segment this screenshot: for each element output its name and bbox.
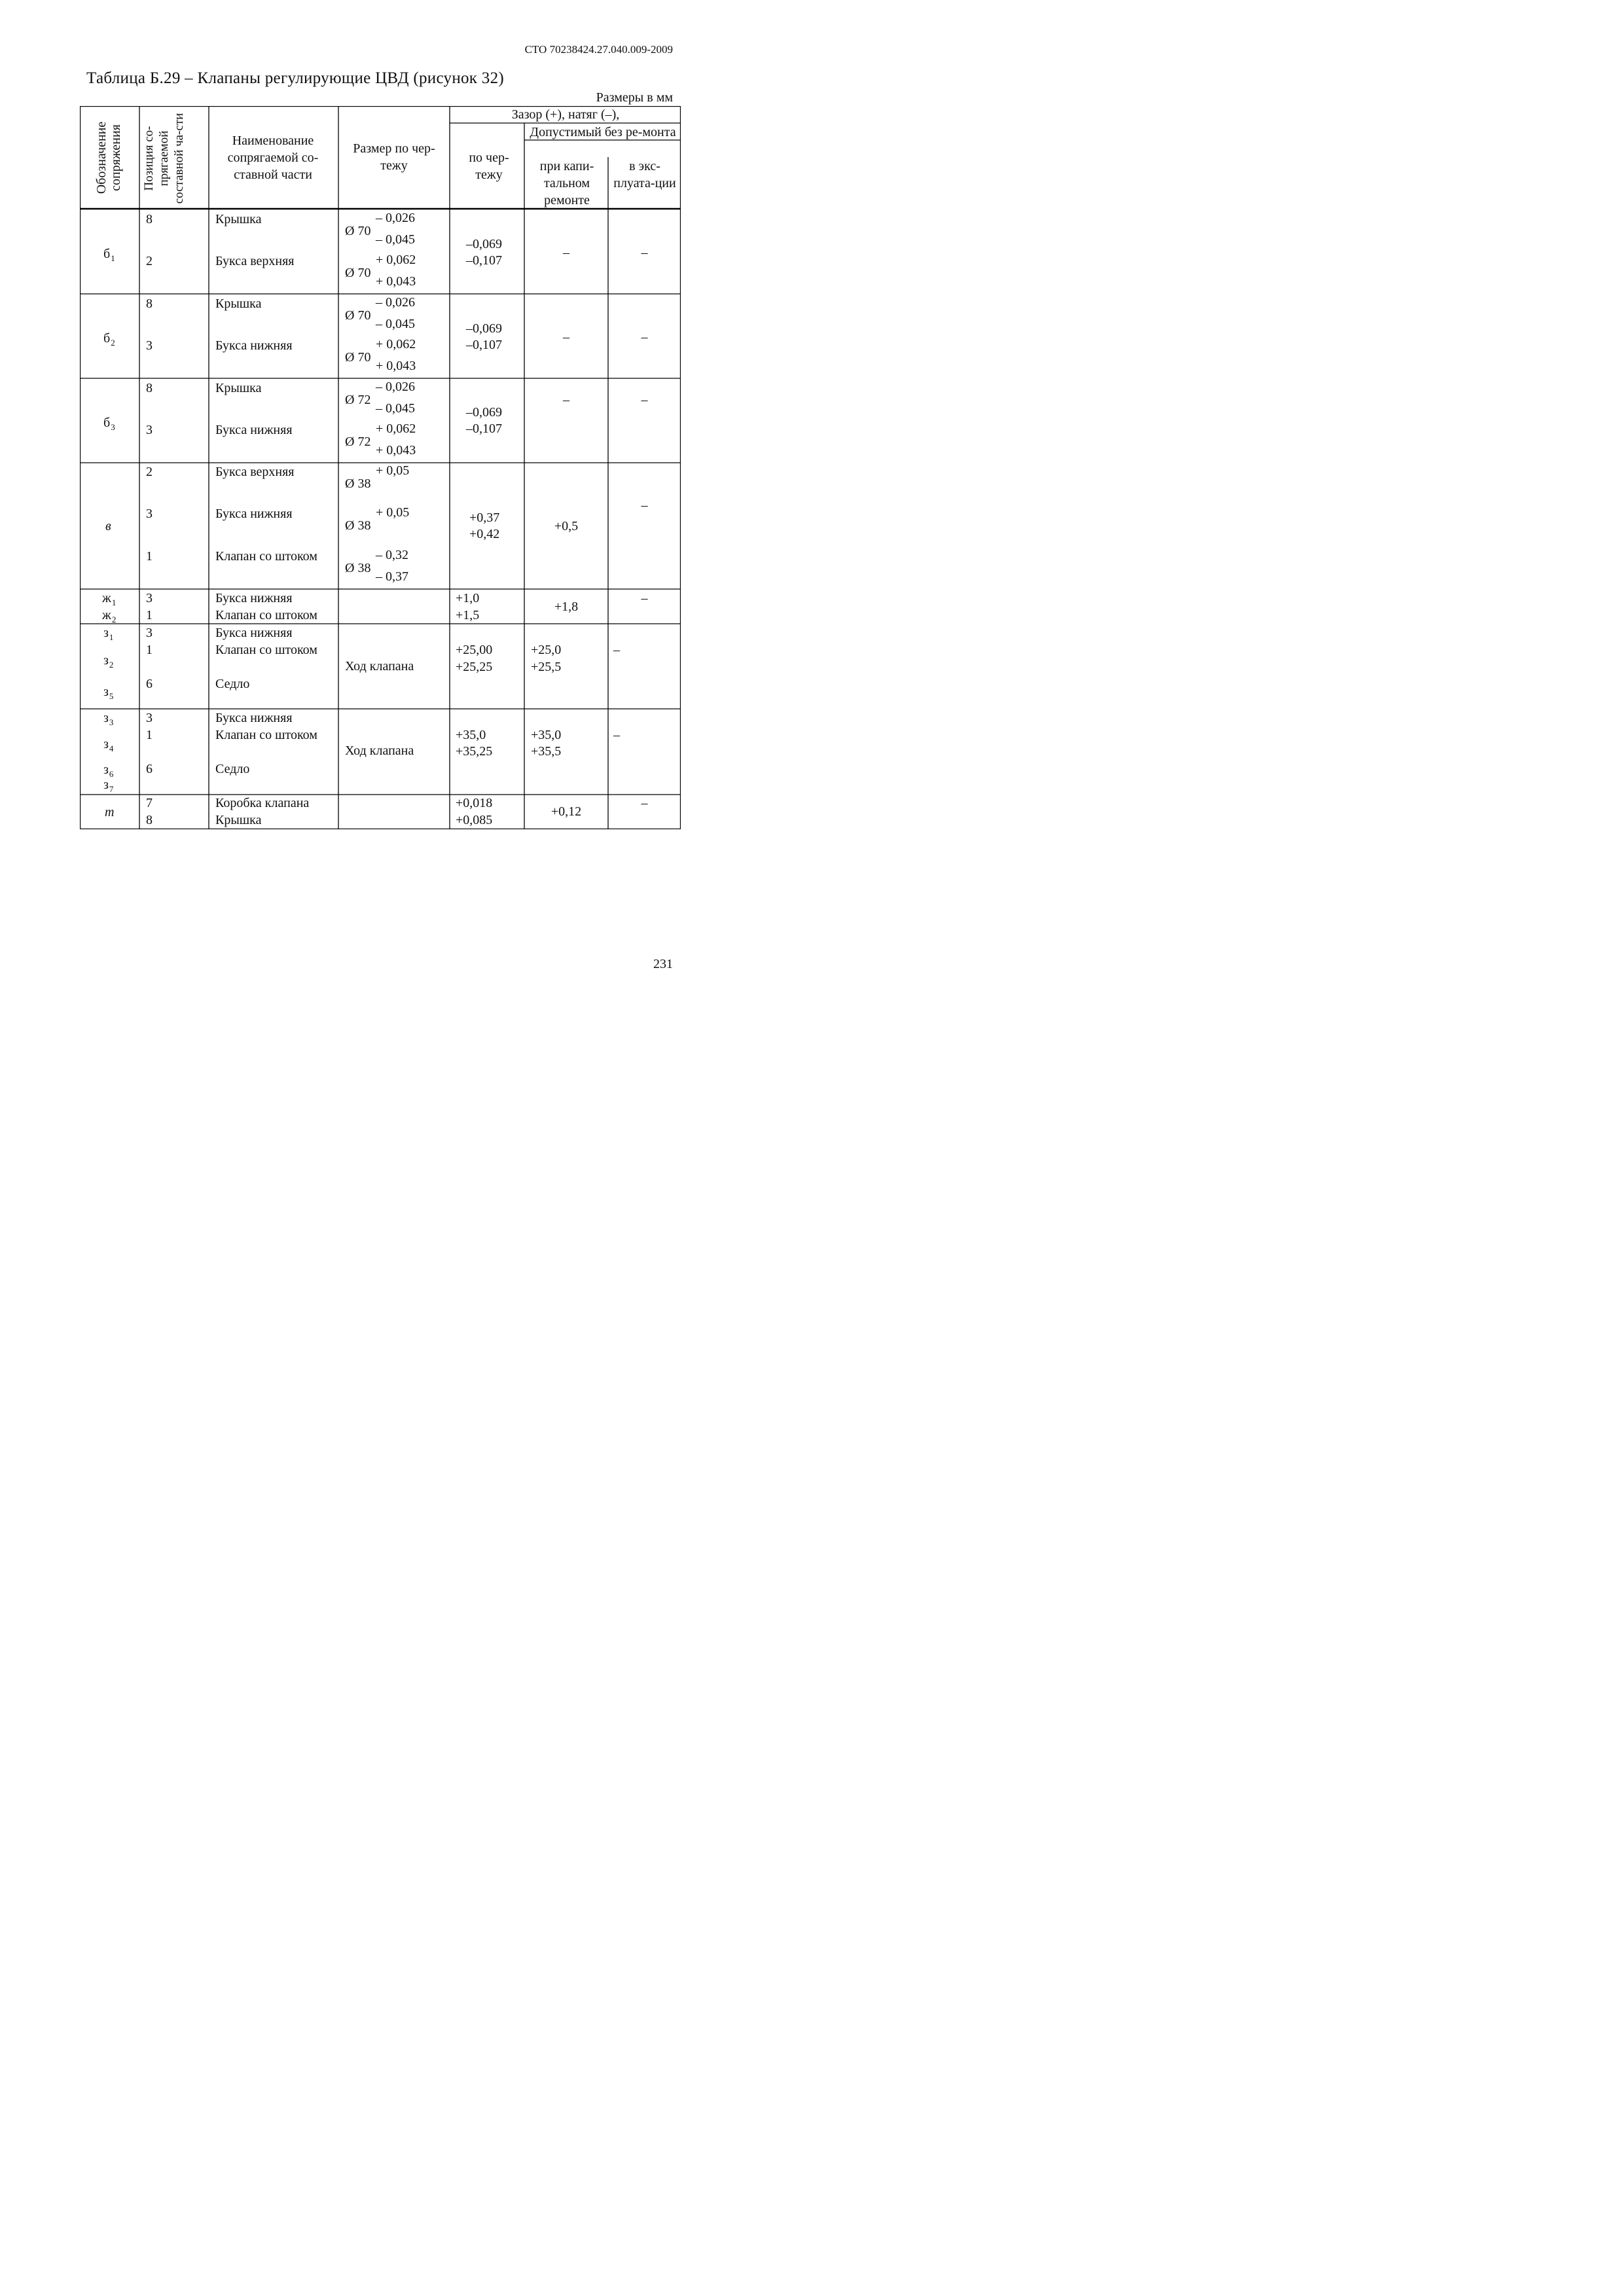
dimension-tolerance: Ø 72 + 0,062 + 0,043 — [345, 422, 416, 457]
operation-cell: – — [641, 393, 648, 407]
page-number: 231 — [653, 957, 673, 971]
dimension-tolerance: Ø 38 + 0,05 — [345, 463, 410, 491]
operation-cell: – — [613, 728, 620, 742]
col-header-name: Наименование сопрягаемой со-ставной части — [227, 134, 319, 182]
dimension-tolerance: Ø 70 – 0,026 – 0,045 — [345, 295, 415, 331]
designation-cell: т — [105, 805, 115, 819]
designation-cell: $б_2$ — [103, 331, 115, 348]
part-name-cell: Крышка — [215, 296, 262, 311]
operation-cell: – — [641, 796, 648, 810]
part-name-cell: Крышка — [215, 813, 262, 827]
designation-cell: $з_5$ — [103, 685, 114, 701]
gap-by-drawing: –0,107 — [466, 338, 502, 352]
col-header-by-drawing: по чер-тежу — [469, 151, 509, 182]
part-name-cell: Букса нижняя — [215, 591, 293, 605]
position-cell: 3 — [146, 591, 153, 605]
part-name-cell: Коробка клапана — [215, 796, 310, 810]
dimension-tolerance: Ø 38 – 0,32 – 0,37 — [345, 548, 408, 584]
part-name-cell: Букса верхняя — [215, 254, 295, 268]
position-cell: 3 — [146, 423, 153, 437]
operation-cell: – — [641, 498, 648, 512]
designation-cell: $ж_2$ — [102, 608, 117, 624]
designation-cell: в — [105, 519, 111, 533]
overhaul-cell: +35,0 — [531, 728, 562, 742]
overhaul-cell: – — [563, 245, 569, 260]
gap-by-drawing: –0,107 — [466, 253, 502, 268]
dimension-tolerance: Ø 38 + 0,05 — [345, 505, 410, 533]
overhaul-cell: +0,5 — [554, 519, 579, 533]
overhaul-cell: +1,8 — [554, 600, 579, 614]
gap-by-drawing: +35,25 — [456, 744, 493, 759]
overhaul-cell: +25,5 — [531, 660, 562, 674]
gap-by-drawing: –0,069 — [466, 237, 502, 251]
part-name-cell: Букса нижняя — [215, 338, 293, 353]
gap-by-drawing: –0,069 — [466, 321, 502, 336]
gap-by-drawing: +35,0 — [456, 728, 486, 742]
gap-by-drawing: +0,42 — [469, 527, 500, 541]
position-cell: 3 — [146, 338, 153, 353]
part-name-cell: Клапан со штоком — [215, 728, 317, 742]
gap-by-drawing: +25,00 — [456, 643, 493, 657]
part-name-cell: Клапан со штоком — [215, 549, 317, 564]
overhaul-cell: +35,5 — [531, 744, 562, 759]
overhaul-cell: – — [563, 393, 569, 407]
size-cell: Ход клапана — [345, 659, 414, 673]
gap-by-drawing: +1,5 — [456, 608, 480, 622]
designation-cell: $з_2$ — [103, 653, 114, 670]
operation-cell: – — [641, 245, 648, 260]
position-cell: 3 — [146, 626, 153, 640]
designation-cell: $з_7$ — [103, 778, 114, 794]
designation-cell: $ж_1$ — [102, 591, 117, 607]
part-name-cell: Седло — [215, 762, 250, 776]
size-cell: Ход клапана — [345, 744, 414, 758]
operation-cell: – — [613, 643, 620, 657]
dimension-tolerance: Ø 72 – 0,026 – 0,045 — [345, 380, 415, 416]
position-cell: 8 — [146, 813, 153, 827]
col-header-allowed-group: Допустимый без ре-монта — [530, 125, 676, 139]
designation-cell: $б_1$ — [103, 247, 115, 263]
table-title: Таблица Б.29 – Клапаны регулирующие ЦВД (рисунок 32) — [86, 69, 505, 87]
gap-by-drawing: +1,0 — [456, 591, 480, 605]
operation-cell: – — [641, 330, 648, 344]
part-name-cell: Букса нижняя — [215, 711, 293, 725]
data-table — [80, 106, 681, 829]
dimension-tolerance: Ø 70 – 0,026 – 0,045 — [345, 211, 415, 247]
part-name-cell: Букса нижняя — [215, 423, 293, 437]
part-name-cell: Букса нижняя — [215, 507, 293, 521]
position-cell: 1 — [146, 643, 153, 657]
part-name-cell: Букса нижняя — [215, 626, 293, 640]
col-header-overhaul: при капи-тальном ремонте — [539, 159, 594, 207]
position-cell: 2 — [146, 465, 153, 479]
part-name-cell: Клапан со штоком — [215, 643, 317, 657]
designation-cell: $з_3$ — [103, 711, 114, 727]
position-cell: 1 — [146, 549, 153, 564]
position-cell: 6 — [146, 762, 153, 776]
position-cell: 1 — [146, 728, 153, 742]
gap-by-drawing: –0,069 — [466, 405, 502, 420]
gap-by-drawing: –0,107 — [466, 422, 502, 436]
gap-by-drawing: +25,25 — [456, 660, 493, 674]
dimension-tolerance: Ø 70 + 0,062 + 0,043 — [345, 253, 416, 289]
col-header-position: Позиция со-прягаемой составной ча-сти — [142, 113, 186, 204]
part-name-cell: Крышка — [215, 381, 262, 395]
col-header-size: Размер по чер-тежу — [353, 141, 435, 173]
part-name-cell: Седло — [215, 677, 250, 691]
gap-by-drawing: +0,37 — [469, 511, 500, 525]
position-cell: 8 — [146, 381, 153, 395]
col-header-designation: Обозначение сопряжения — [94, 121, 123, 194]
overhaul-cell: +0,12 — [550, 804, 582, 819]
col-header-operation: в экс-плуата-ции — [613, 159, 676, 190]
designation-cell: $б_3$ — [103, 416, 115, 432]
gap-by-drawing: +0,018 — [456, 796, 493, 810]
position-cell: 8 — [146, 296, 153, 311]
position-cell: 3 — [146, 711, 153, 725]
position-cell: 1 — [146, 608, 153, 622]
designation-cell: $з_6$ — [103, 762, 114, 779]
position-cell: 3 — [146, 507, 153, 521]
dimension-tolerance: Ø 70 + 0,062 + 0,043 — [345, 337, 416, 373]
gap-by-drawing: +0,085 — [456, 813, 493, 827]
part-name-cell: Букса верхняя — [215, 465, 295, 479]
part-name-cell: Крышка — [215, 212, 262, 226]
position-cell: 6 — [146, 677, 153, 691]
overhaul-cell: +25,0 — [531, 643, 562, 657]
position-cell: 8 — [146, 212, 153, 226]
overhaul-cell: – — [563, 330, 569, 344]
units-note: Размеры в мм — [596, 90, 673, 105]
position-cell: 2 — [146, 254, 153, 268]
col-header-gap-group: Зазор (+), натяг (–), — [511, 107, 620, 122]
designation-cell: $з_4$ — [103, 737, 114, 753]
designation-cell: $з_1$ — [103, 626, 114, 642]
operation-cell: – — [641, 591, 648, 605]
position-cell: 7 — [146, 796, 153, 810]
document-header-code: СТО 70238424.27.040.009-2009 — [524, 43, 673, 56]
part-name-cell: Клапан со штоком — [215, 608, 317, 622]
